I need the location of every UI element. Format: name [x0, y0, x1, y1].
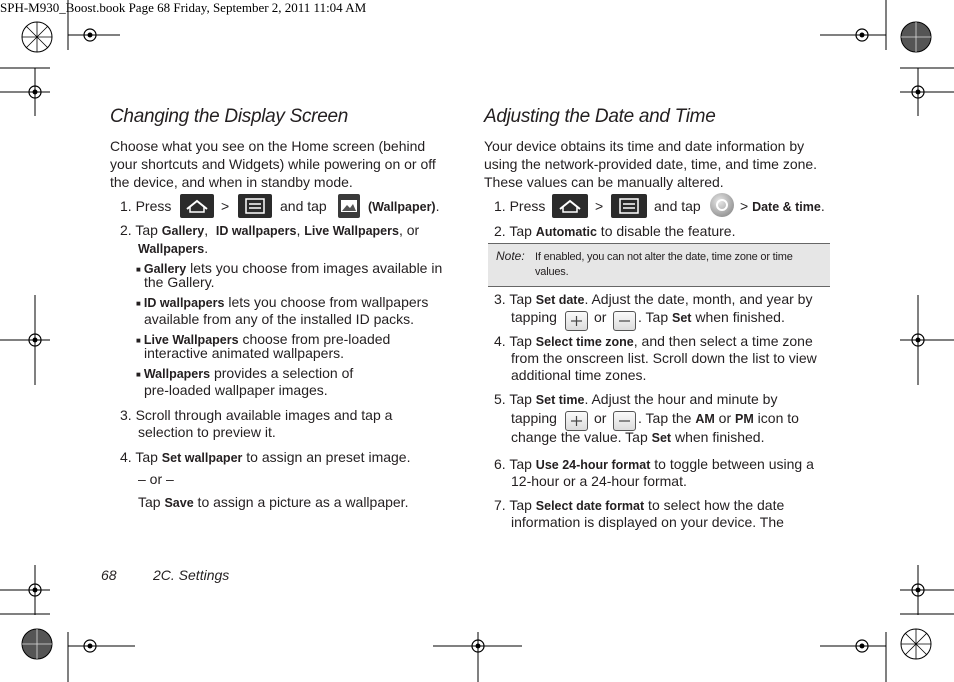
wallpaper-icon: [338, 194, 360, 218]
minus-button-icon: [613, 311, 636, 331]
right-step-4-line-2: from the onscreen list. Scroll down the list to view: [511, 350, 817, 366]
right-step-3-tap-set: . Tap Set when finished.: [638, 309, 785, 325]
print-header: SPH-M930_Boost.book Page 68 Friday, September 2, 2011 11:04 AM: [0, 0, 367, 15]
step-number: 1.: [120, 198, 132, 214]
left-intro-line-3: the device, and when in standby mode.: [110, 174, 353, 190]
right-section-title: Adjusting the Date and Time: [484, 106, 716, 127]
bullet-wallpapers-line-2: pre-loaded wallpaper images.: [144, 382, 328, 398]
section-name: 2C. Settings: [153, 567, 230, 583]
left-intro-line-1: Choose what you see on the Home screen (behind: [110, 138, 426, 154]
left-step-3-line-2: selection to preview it.: [138, 424, 276, 440]
right-step-1: 1. Press: [494, 198, 546, 214]
bullet-live-wallpapers-line-2: interactive animated wallpapers.: [144, 345, 344, 361]
plus-button-icon: [565, 411, 588, 431]
note-box: [488, 243, 830, 287]
or-text: or: [594, 309, 607, 325]
left-step-1: [120, 198, 171, 215]
bullet-gallery-line-2: the Gallery.: [144, 274, 215, 290]
bullet-id-wallpapers-line-2: available from any of the installed ID packs.: [144, 311, 415, 327]
right-step-2: 2. Tap Automatic to disable the feature.: [494, 223, 736, 239]
right-intro-line-1: Your device obtains its time and date information by: [484, 138, 805, 154]
bullet-live-wallpapers: ■ Live Wallpapers choose from pre-loaded: [136, 331, 391, 347]
bullet-wallpapers: ■ Wallpapers provides a selection of: [136, 365, 354, 381]
minus-button-icon: [613, 411, 636, 431]
right-intro-line-3: These values can be manually altered.: [484, 174, 724, 190]
bullet-id-wallpapers: ■ ID wallpapers lets you choose from wallpapers: [136, 294, 429, 310]
menu-key-icon: [238, 194, 272, 218]
home-key-icon: [552, 194, 588, 218]
right-step-7: 7. Tap Select date format to select how the date: [494, 497, 785, 513]
left-step-2: 2. Tap Gallery, ID wallpapers, Live Wallpapers, or: [120, 222, 420, 238]
left-step-4: 4. Tap Set wallpaper to assign an preset image.: [120, 449, 411, 465]
wallpaper-label: (Wallpaper).: [368, 198, 440, 214]
right-step-6-line-2: 12-hour or a 24-hour format.: [511, 473, 687, 489]
note-label: Note:: [496, 249, 525, 263]
bullet-gallery: ■ Gallery lets you choose from images available in: [136, 260, 443, 276]
left-intro-line-2: your shortcuts and Widgets) while powering on or off: [110, 156, 436, 172]
right-step-5: 5. Tap Set time. Adjust the hour and minute by: [494, 391, 778, 407]
or-separator: – or –: [138, 471, 174, 487]
step-text: Press: [135, 198, 172, 214]
menu-key-icon: [611, 194, 647, 218]
left-section-title: Changing the Display Screen: [110, 106, 348, 127]
greater-than: >: [221, 198, 230, 214]
left-step-2-line-2: Wallpapers.: [138, 240, 209, 256]
and-tap-text: and tap: [654, 198, 701, 214]
right-step-4-line-3: additional time zones.: [511, 367, 647, 383]
page-number: 68: [101, 567, 117, 583]
note-text: If enabled, you can not alter the date, time zone or time values.: [535, 251, 793, 278]
left-step-3: 3. Scroll through available images and tap a: [120, 407, 393, 423]
right-step-5-tapping: tapping: [511, 410, 557, 426]
or-text: or: [594, 410, 607, 426]
right-step-7-line-2: information is displayed on your device. The: [511, 514, 784, 530]
right-step-5-line-3: change the value. Tap Set when finished.: [511, 429, 765, 445]
right-intro-line-2: using the network-provided date, time, and time zone.: [484, 156, 818, 172]
and-tap-text: and tap: [280, 198, 327, 214]
right-step-3: 3. Tap Set date. Adjust the date, month, and year by: [494, 291, 813, 307]
right-step-6: 6. Tap Use 24-hour format to toggle between using a: [494, 456, 814, 472]
settings-icon: [710, 193, 734, 217]
plus-button-icon: [565, 311, 588, 331]
home-key-icon: [180, 194, 214, 218]
date-time-label: > Date & time.: [740, 198, 825, 214]
greater-than: >: [595, 198, 604, 214]
right-step-3-tapping: tapping: [511, 309, 557, 325]
right-step-5-am-pm: . Tap the AM or PM icon to: [638, 410, 799, 426]
right-step-4: 4. Tap Select time zone, and then select a time zone: [494, 333, 813, 349]
save-line: Tap Save to assign a picture as a wallpaper.: [138, 494, 409, 510]
